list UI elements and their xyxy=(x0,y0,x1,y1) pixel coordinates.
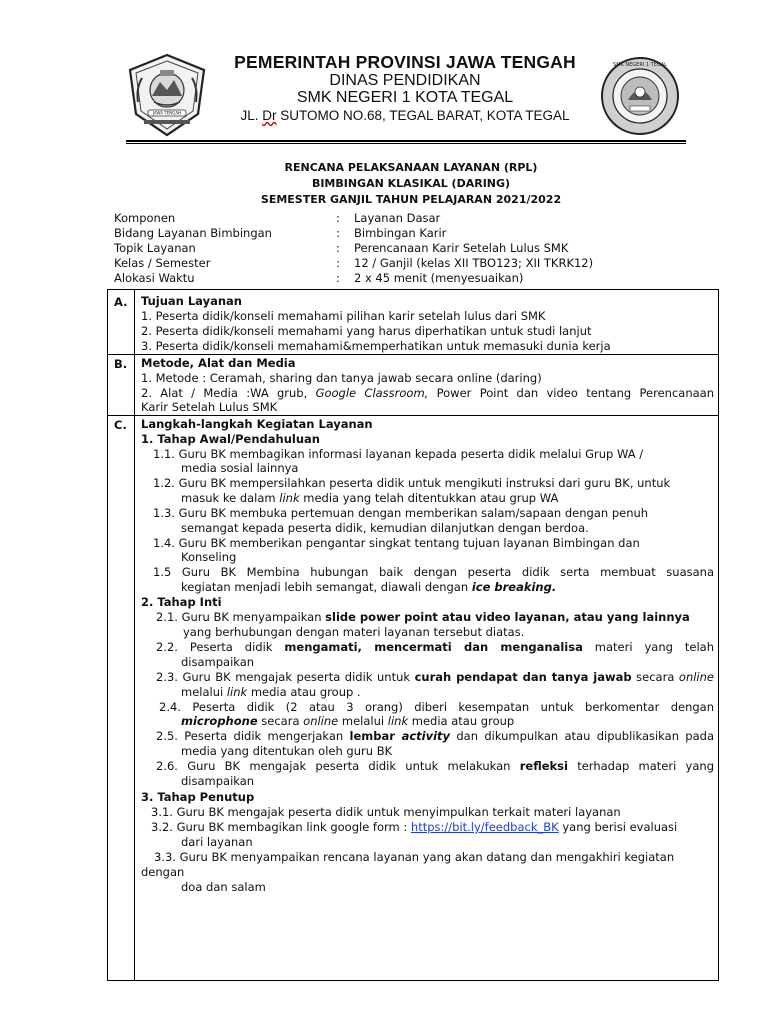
identity-key: Kelas / Semester xyxy=(114,256,211,270)
text-run: media atau group xyxy=(408,714,515,728)
step-line xyxy=(156,640,714,655)
text-run: 2.1. Guru BK menyampaikan xyxy=(156,610,326,624)
step-line: 2.4. Peserta didik (2 atau 3 orang) diberi kesempatan untuk berkomentar dengan xyxy=(159,700,714,714)
text-run: secara xyxy=(631,670,679,684)
letterhead-department: DINAS PENDIDIKAN xyxy=(329,72,481,89)
text-run: 2.3. Guru BK mengajak peserta didik untuk xyxy=(156,670,415,684)
step-line: 3.3. Guru BK menyampaikan rencana layanan yang akan datang dan mengakhiri kegiatan xyxy=(154,850,675,864)
section-c-title: Langkah-langkah Kegiatan Layanan xyxy=(141,417,373,431)
step-line: 1.2. Guru BK mempersilahkan peserta didik untuk mengikuti instruksi dari guru BK, untuk xyxy=(153,476,671,490)
text-run: activity xyxy=(401,729,451,743)
letterhead-address xyxy=(210,107,600,124)
letterhead-government: PEMERINTAH PROVINSI JAWA TENGAH xyxy=(234,52,576,72)
identity-value: Perencanaan Karir Setelah Lulus SMK xyxy=(354,241,569,255)
text-run: curah pendapat dan tanya jawab xyxy=(414,670,632,684)
section-c-letter: C. xyxy=(114,418,127,432)
method-item: 1. Metode : Ceramah, sharing dan tanya jawab secara online (daring) xyxy=(141,371,542,385)
identity-key: Bidang Layanan Bimbingan xyxy=(114,226,272,240)
step-line xyxy=(181,685,361,700)
letterhead-rule-thick xyxy=(126,140,686,142)
text-run: melalui xyxy=(338,714,388,728)
step-line: disampaikan xyxy=(181,655,255,669)
step-line xyxy=(181,714,514,729)
text-run: slide power point atau video layanan, atau yang lainnya xyxy=(325,610,690,624)
step-line: doa dan salam xyxy=(181,880,266,894)
step-line: 1.1. Guru BK membagikan informasi layanan kepada peserta didik melalui Grup WA / xyxy=(153,447,644,461)
text-run: lembar xyxy=(349,729,402,743)
table-column-divider xyxy=(134,289,135,981)
step-line: 3.1. Guru BK mengajak peserta didik untuk menyimpulkan terkait materi layanan xyxy=(151,805,621,819)
svg-text:SMK NEGERI 1 TEGAL: SMK NEGERI 1 TEGAL xyxy=(613,62,667,68)
letterhead xyxy=(210,52,600,124)
address-part: JL. xyxy=(240,108,263,123)
address-part: SUTOMO NO.68, TEGAL BARAT, KOTA TEGAL xyxy=(276,108,570,123)
identity-colon: : xyxy=(336,241,340,255)
stage-heading: 2. Tahap Inti xyxy=(141,595,222,609)
identity-value: 12 / Ganjil (kelas XII TBO123; XII TKRK12) xyxy=(354,256,594,270)
step-line xyxy=(181,580,556,595)
step-line: semangat kepada peserta didik, kemudian dilanjutkan dengan berdoa. xyxy=(181,521,589,535)
step-line xyxy=(156,729,714,744)
step-line: Konseling xyxy=(181,550,237,564)
text-run: dan dikumpulkan atau dipublikasikan pada xyxy=(450,729,714,743)
section-b-title: Metode, Alat dan Media xyxy=(141,356,296,370)
text-run: 2.2. Peserta didik xyxy=(156,640,285,654)
step-line: 1.4. Guru BK memberikan pengantar singkat tentang tujuan layanan Bimbingan dan xyxy=(153,536,640,550)
title-bimbingan: BIMBINGAN KLASIKAL (DARING) xyxy=(311,177,511,190)
text-run: online xyxy=(303,714,339,728)
text-run: Power Point dan video tentang Perencanaan xyxy=(428,386,714,400)
text-run: link xyxy=(279,491,300,505)
text-run: masuk ke dalam xyxy=(181,491,280,505)
step-line: media yang ditentukan oleh guru BK xyxy=(181,744,393,758)
text-run: materi yang telah xyxy=(582,640,715,654)
goal-item: 1. Peserta didik/konseli memahami pilihan karir setelah lulus dari SMK xyxy=(141,309,546,323)
text-run: melalui xyxy=(181,685,227,699)
letterhead-rule-thin xyxy=(126,143,686,144)
feedback-form-link[interactable]: https://bit.ly/feedback_BK xyxy=(410,820,559,834)
identity-key: Alokasi Waktu xyxy=(114,271,195,285)
media-item-cont: Karir Setelah Lulus SMK xyxy=(141,400,278,414)
text-run: microphone xyxy=(181,714,258,728)
text-run: kegiatan menjadi lebih semangat, diawali dengan xyxy=(181,580,472,594)
text-run: 2.6. Guru BK mengajak peserta didik untuk melakukan xyxy=(156,759,520,773)
text-run: 3.2. Guru BK membagikan link google form : xyxy=(151,820,411,834)
title-semester: SEMESTER GANJIL TAHUN PELAJARAN 2021/2022 xyxy=(260,193,562,206)
step-line: yang berhubungan dengan materi layanan tersebut diatas. xyxy=(183,625,525,639)
jawa-tengah-emblem-logo xyxy=(124,52,210,138)
goal-item: 2. Peserta didik/konseli memahami yang harus diperhatikan untuk studi lanjut xyxy=(141,324,592,338)
step-line xyxy=(156,670,714,685)
identity-colon: : xyxy=(336,226,340,240)
step-line xyxy=(156,759,714,774)
text-run: secara xyxy=(257,714,304,728)
text-run: Google Classroom, xyxy=(315,386,429,400)
text-run: ice breaking. xyxy=(471,580,557,594)
text-run: link xyxy=(387,714,409,728)
table-row-divider xyxy=(107,354,719,355)
step-line: dari layanan xyxy=(181,835,253,849)
identity-colon: : xyxy=(336,256,340,270)
text-run: yang berisi evaluasi xyxy=(558,820,678,834)
text-run: refleksi xyxy=(519,759,568,773)
stage-heading: 1. Tahap Awal/Pendahuluan xyxy=(141,432,320,446)
step-line: 1.5 Guru BK Membina hubungan baik dengan peserta didik serta membuat suasana xyxy=(153,565,714,579)
step-line: dengan xyxy=(141,865,185,879)
letterhead-school: SMK NEGERI 1 KOTA TEGAL xyxy=(296,89,514,106)
identity-key: Komponen xyxy=(114,211,176,225)
identity-colon: : xyxy=(336,271,340,285)
step-line: media sosial lainnya xyxy=(181,461,299,475)
address-part: Dr xyxy=(262,108,277,123)
text-run: 2. Alat / Media :WA grub, xyxy=(141,386,316,400)
goal-item: 3. Peserta didik/konseli memahami&memperhatikan untuk memasuki dunia kerja xyxy=(141,339,611,353)
svg-text:JAWA TENGAH: JAWA TENGAH xyxy=(152,110,182,116)
media-item xyxy=(141,386,714,401)
text-run: mengamati, mencermati dan menganalisa xyxy=(284,640,583,654)
text-run: media atau group . xyxy=(247,685,361,699)
step-line: 1.3. Guru BK membuka pertemuan dengan memberikan salam/sapaan dengan penuh xyxy=(153,506,649,520)
stage-heading: 3. Tahap Penutup xyxy=(141,790,255,804)
school-seal-logo xyxy=(600,56,680,136)
identity-value: Layanan Dasar xyxy=(354,211,441,225)
step-line: disampaikan xyxy=(181,774,255,788)
step-line xyxy=(151,820,677,835)
section-a-title: Tujuan Layanan xyxy=(141,294,242,308)
section-a-letter: A. xyxy=(114,295,128,309)
text-run: terhadap materi yang xyxy=(567,759,714,773)
identity-value: 2 x 45 menit (menyesuaikan) xyxy=(354,271,524,285)
step-line xyxy=(156,610,690,625)
text-run: media yang telah ditentukkan atau grup WA xyxy=(299,491,559,505)
identity-colon: : xyxy=(336,211,340,225)
text-run: 2.5. Peserta didik mengerjakan xyxy=(156,729,350,743)
section-b-letter: B. xyxy=(114,357,128,371)
title-rpl: RENCANA PELAKSANAAN LAYANAN (RPL) xyxy=(284,161,538,174)
table-row-divider xyxy=(107,415,719,416)
document-titles xyxy=(0,160,768,208)
identity-value: Bimbingan Karir xyxy=(354,226,447,240)
text-run: link xyxy=(226,685,248,699)
text-run: online xyxy=(678,670,714,684)
step-line xyxy=(181,491,558,506)
identity-key: Topik Layanan xyxy=(114,241,196,255)
